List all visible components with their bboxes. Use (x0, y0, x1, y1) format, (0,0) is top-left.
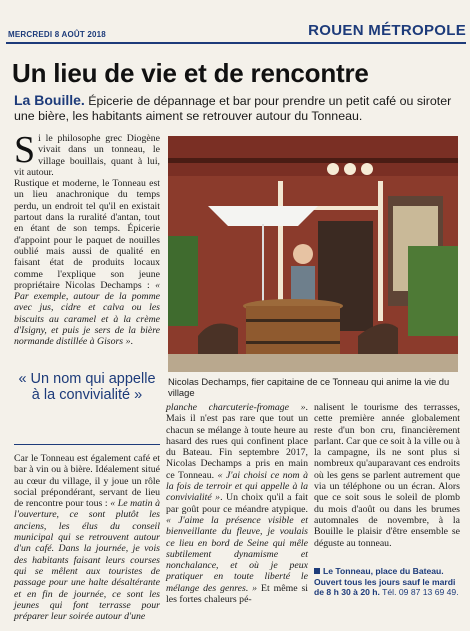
header-rule (6, 42, 466, 44)
quote: « Par exemple, autour de la pomme avec jus, cidre et calva ou les biscuits au caramel et à la crème d'Isigny, et puis je sers de la bière normande distillée à Gisors » (14, 279, 160, 348)
article-lede (14, 93, 462, 123)
column-3 (314, 402, 460, 549)
paragraph: Rustique et moderne, le Tonneau est un lieu anachronique du temps perdu, un endroit tel qu'il en existait partout dans la ruralité d'antan, tout en étant de son temps. Épicerie d'appoint pour le paquet de nouilles oublié mais aussi de qualité en faisant état de produits locaux comme l'explique son jeune propriétaire Nicolas Dechamps : « Par exemple, autour de la pomme avec jus, cidre et calva ou les biscuits au caramel et à la crème d'Isigny, et puis je sers de la bière normande distillée à Gisors ». (14, 178, 160, 348)
column-1-top (14, 129, 160, 348)
pull-quote: « Un nom qui appelle à la convivialité » (18, 371, 156, 403)
column-1-bottom (14, 453, 160, 622)
article-photo (168, 136, 458, 372)
paragraph: Car le Tonneau est également café et bar à vin ou à bière. Idéalement situé au cœur du village, il y joue un rôle social prépondérant, servant de lieu de rencontre pour tous : « Le matin à l'ouverture, ce sont plutôt les anciens, les élus du conseil municipal qui se retrouvent autour d'un café. Dans la journée, je vois des habitants faisant leurs courses qui se mêlent aux touristes de passage pour une halte désaltérante et en fin de journée, ce sont les jeunes qui font terrasse pour préparer leur soirée autour d'une (14, 453, 160, 623)
section-title: ROUEN MÉTROPOLE (308, 22, 466, 39)
quote: planche charcuterie-fromage » (166, 402, 306, 413)
practical-info (314, 566, 460, 598)
lede-text: Épicerie de dépannage et bar pour prendre un petit café ou siroter une bière, les habitants aiment se retrouver autour du Tonneau. (14, 94, 452, 123)
quote: « J'aime la présence visible et bienveillante du fleuve, je voulais ce lieu en bord de Seine qui mêle subtilement dynamisme et nonchalance, et où je peux pratiquer en toute liberté le mélange des genres. » (166, 514, 308, 594)
pull-quote-rule (14, 444, 160, 445)
square-bullet-icon (314, 568, 320, 574)
lede-place: La Bouille. (14, 92, 85, 108)
paragraph: Si le philosophe grec Diogène vivait dans un tonneau, le village bouillais, quant à lui, vit autour. (14, 129, 160, 178)
quote: « J'ai choisi ce nom à la fois de terroir et qui appelle à la convivialité » (166, 469, 308, 504)
article-title: Un lieu de vie et de rencontre (12, 58, 369, 88)
column-2 (166, 402, 308, 605)
drop-cap: S (14, 129, 36, 171)
photo-illustration (168, 136, 458, 372)
paragraph: planche charcuterie-fromage ». Mais il n'est pas rare que tout un chacun se mélange à toute heure au hasard des rues qui confinent place du Bateau. Fin septembre 2017, Nicolas Dechamps a pris en main ce Tonneau. « J'ai choisi ce nom à la fois de terroir et qui appelle à la convivialité ». Un choix qu'il a fait par goût pour ce méandre atypique. « J'aime la présence visible et bienveillante du fleuve, je voulais ce lieu en bord de Seine qui mêle subtilement dynamisme et nonchalance, et où je peux pratiquer en toute liberté le mélange des genres. » Et même si les fortes chaleurs pé- (166, 402, 309, 606)
issue-date: MERCREDI 8 AOÛT 2018 (8, 30, 106, 39)
info-address-hours: Le Tonneau, place du Bateau. Ouvert tous les jours sauf le mardi de 8 h 30 à 20 h. (314, 566, 456, 597)
quote: « Le matin à l'ouverture, ce sont plutôt les anciens, les élus du conseil municipal qui se retrouvent autour d'un café. Dans la journée, je vois des habitants faisant leurs courses qui se mêlent aux touristes de passage pour une halte désaltérante et en fin de journée, ce sont les jeunes qui font terrasse pour préparer leur soirée autour d'une (14, 498, 160, 623)
info-phone: Tél. 09 87 13 69 49. (382, 587, 459, 597)
paragraph: nalisent le tourisme des terrasses, cette première année globalement reste d'un bon cru, financièrement parlant. Car que ce soit à la ville ou à la campagne, ils ne sont plus si nombreux qu'auparavant ces endroits où les gens se parlent autrement que via un téléphone ou un écran. Alors que ce soit sous le soleil de plomb du mois d'août ou dans les brumes automnales de novembre, à la Bouille le plaisir d'être ensemble se déguste au tonneau. (314, 402, 460, 549)
photo-caption: Nicolas Dechamps, fier capitaine de ce Tonneau qui anime la vie du village (168, 376, 450, 398)
